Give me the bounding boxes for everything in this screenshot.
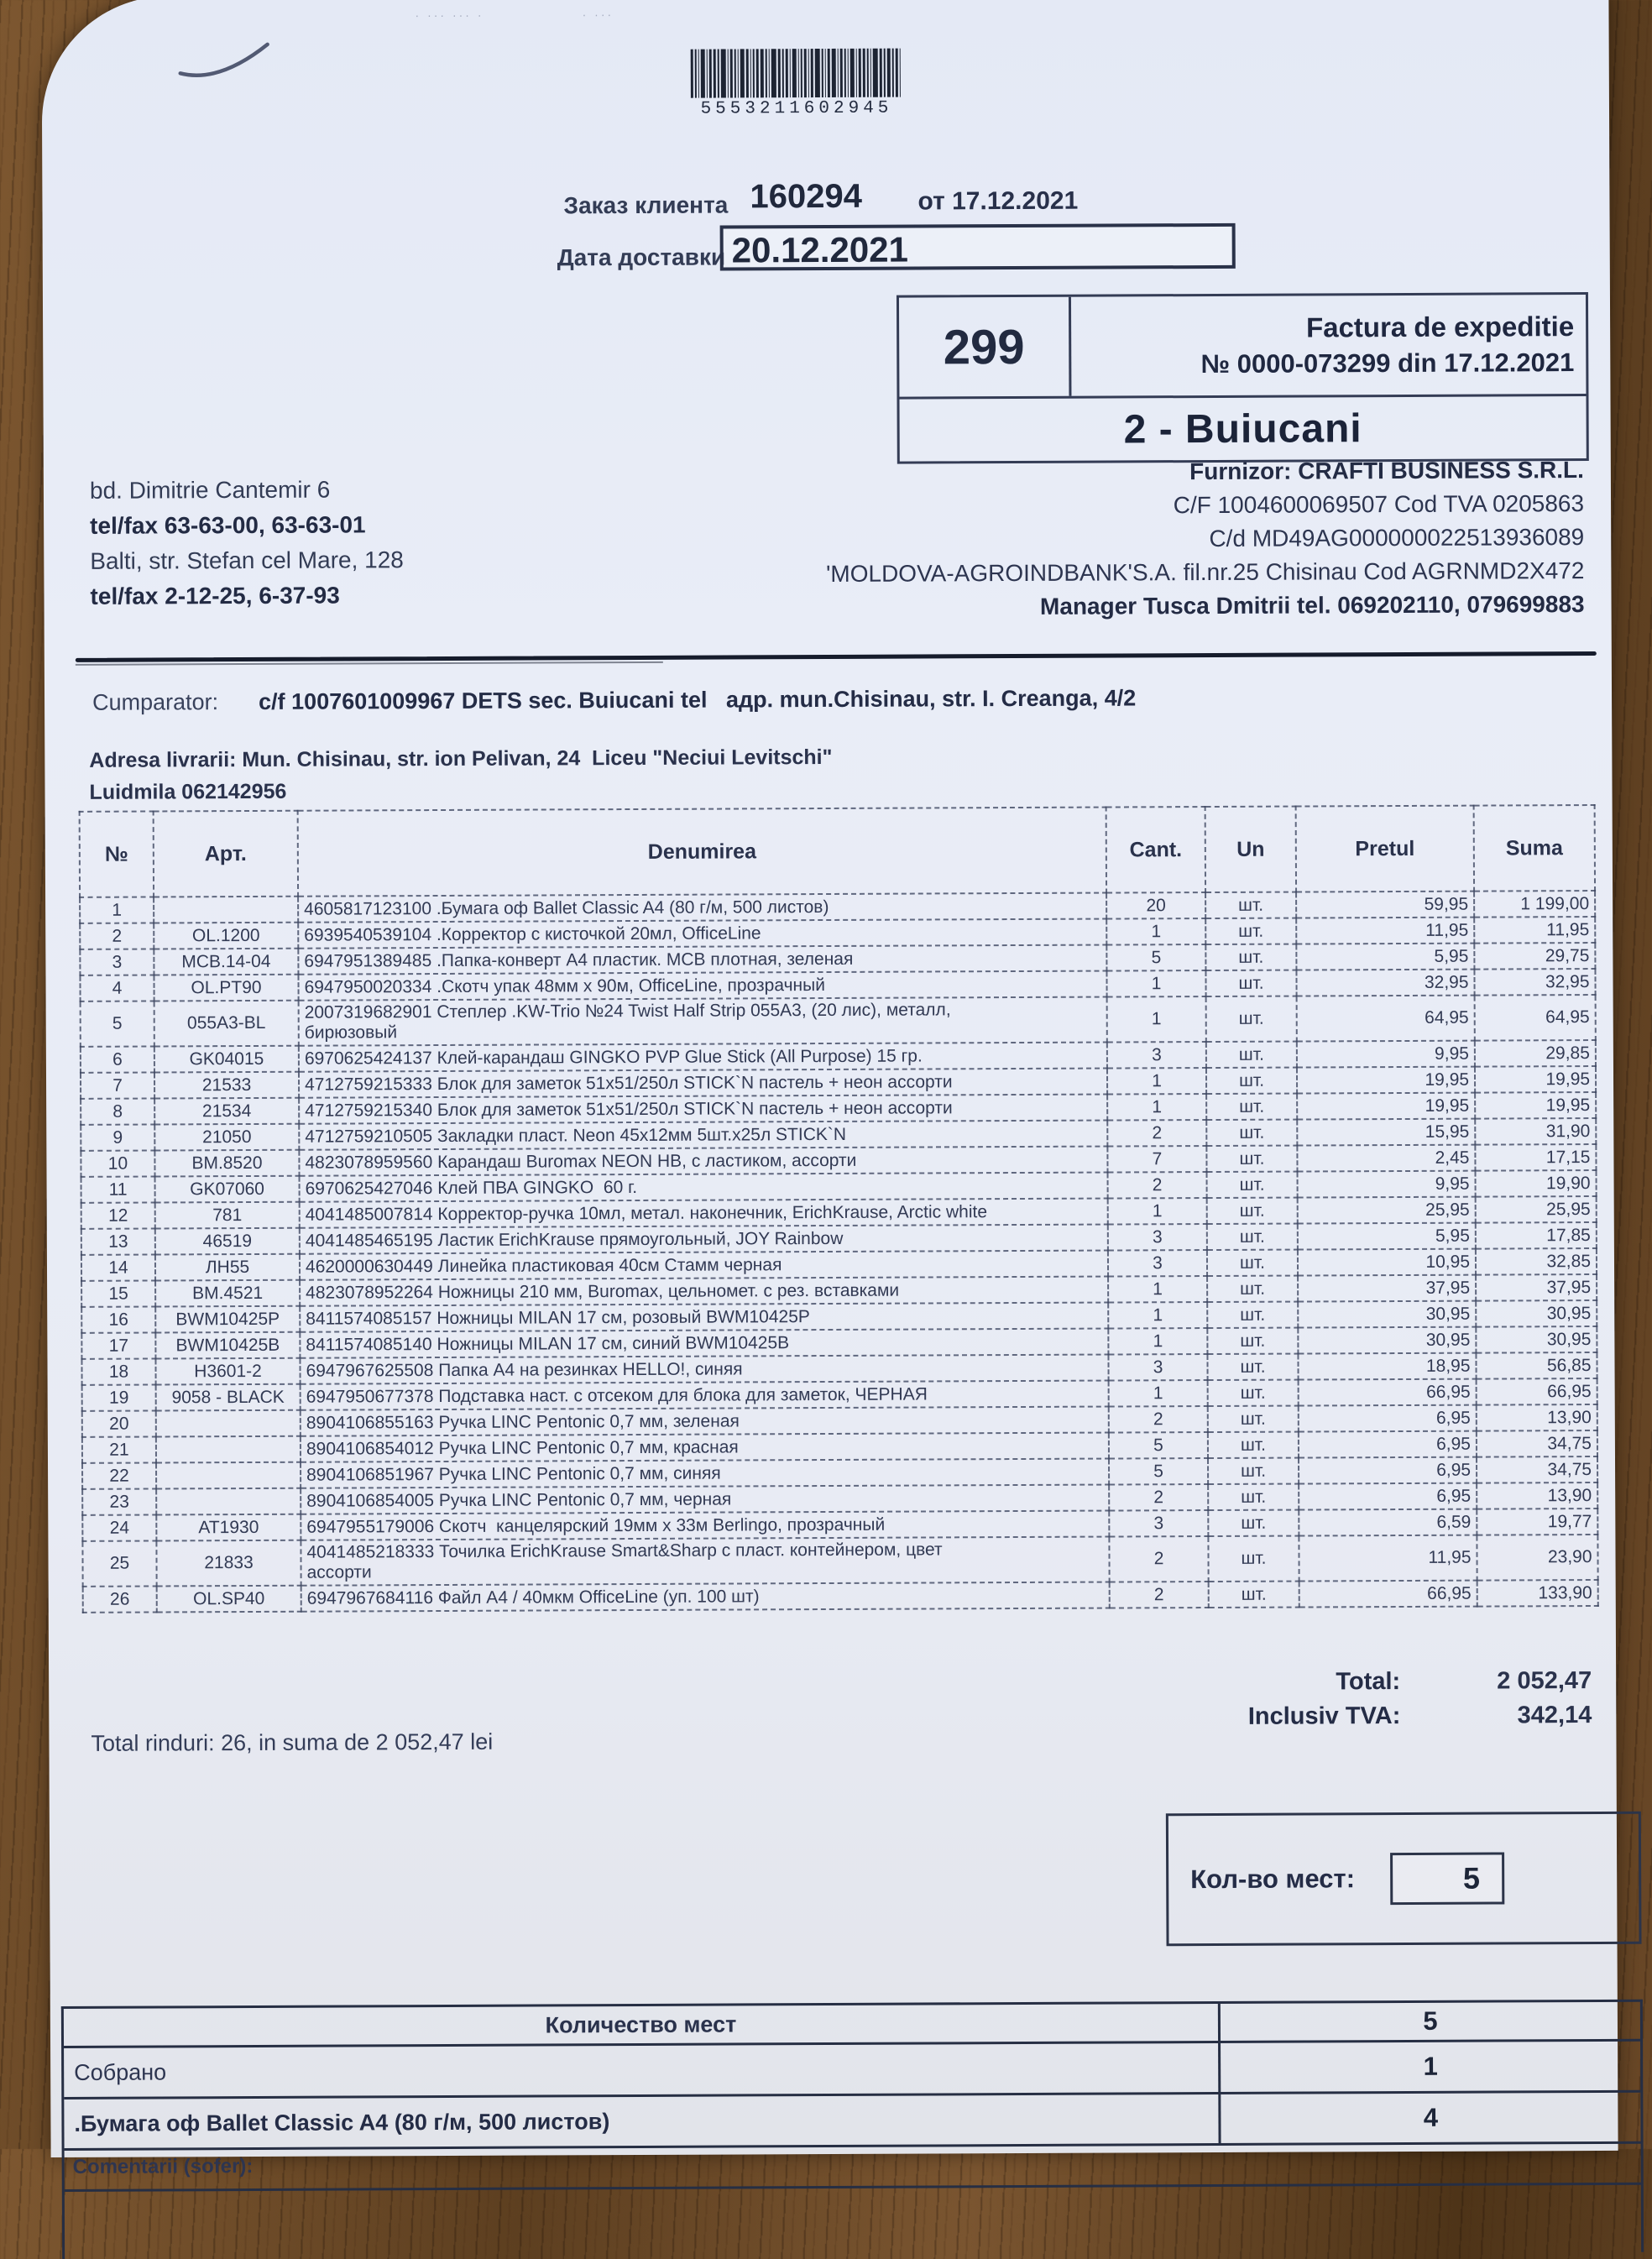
item-suma-cell: 66,95	[1477, 1378, 1597, 1405]
item-cant-cell: 1	[1108, 1328, 1207, 1355]
item-name-cell: 6947967684116 Файл А4 / 40мкм OfficeLine (уп. 100 шт)	[301, 1582, 1110, 1612]
item-pret-cell: 6,95	[1299, 1431, 1477, 1458]
bottom-row-label: Собрано	[64, 2043, 1221, 2097]
item-num-cell: 11	[81, 1176, 155, 1202]
item-art-cell: ЛН55	[155, 1254, 300, 1281]
items-tbody	[80, 891, 1598, 1613]
item-un-cell: шт.	[1209, 1582, 1299, 1608]
item-art-cell: BM.8520	[154, 1150, 299, 1177]
delivery-date-box: 20.12.2021	[720, 223, 1236, 271]
item-art-cell: GK04015	[154, 1046, 299, 1073]
bottom-header-value: 5	[1423, 2005, 1438, 2036]
item-name-cell: 8904106854012 Ручка LINC Pentonic 0,7 мм, красная	[301, 1433, 1109, 1462]
item-art-cell	[156, 1436, 301, 1463]
item-pret-cell: 32,95	[1296, 970, 1474, 996]
item-un-cell: шт.	[1206, 1120, 1297, 1146]
item-name-cell: 8411574085157 Ножницы MILAN 17 см, розовый BWM10425P	[300, 1303, 1108, 1332]
item-num-cell: 18	[81, 1358, 155, 1384]
item-cant-cell: 3	[1109, 1510, 1208, 1537]
item-cant-cell: 1	[1107, 1068, 1206, 1095]
bottom-table-row	[64, 2093, 1640, 2151]
item-num-cell: 19	[82, 1384, 156, 1410]
item-cant-cell: 2	[1110, 1582, 1209, 1608]
item-name-cell: 6947950677378 Подставка наст. с отсеком для блока для заметок, ЧЕРНАЯ	[301, 1381, 1109, 1410]
item-art-cell	[154, 897, 298, 923]
item-cant-cell: 7	[1107, 1146, 1206, 1173]
item-art-cell: 21534	[154, 1098, 299, 1125]
item-num-cell: 24	[82, 1514, 156, 1540]
col-header-art: Арт.	[154, 811, 298, 897]
item-un-cell: шт.	[1206, 1146, 1297, 1172]
item-pret-cell: 66,95	[1299, 1379, 1477, 1406]
col-header-num: №	[80, 811, 154, 897]
item-suma-cell: 30,95	[1476, 1300, 1597, 1327]
item-num-cell: 5	[81, 1001, 154, 1046]
item-cant-cell: 1	[1108, 1302, 1207, 1329]
item-art-cell: BM.4521	[155, 1280, 300, 1307]
item-name-cell: 4823078959560 Карандаш Buromax NEON HB, с ластиком, ассорти	[299, 1147, 1107, 1176]
item-name-cell: 4605817123100 .Бумага оф Ballet Classic A4 (80 г/м, 500 листов)	[298, 893, 1106, 923]
item-name-cell: 6939540539104 .Корректор с кисточкой 20мл, OfficeLine	[298, 919, 1106, 949]
item-art-cell	[156, 1488, 301, 1515]
item-row	[83, 1580, 1598, 1613]
factura-title: Factura de expeditie	[1305, 311, 1575, 343]
item-num-cell: 8	[81, 1098, 154, 1124]
item-num-cell: 17	[81, 1332, 155, 1358]
seller-address-line: tel/fax 63-63-00, 63-63-01	[90, 511, 366, 539]
item-name-cell: 4712759210505 Закладки пласт. Neon 45x12мм 5шт.x25л STICK`N	[299, 1121, 1107, 1150]
item-num-cell: 22	[82, 1462, 156, 1488]
factura-block	[897, 292, 1589, 464]
item-suma-cell: 29,85	[1475, 1040, 1596, 1067]
item-un-cell: шт.	[1208, 1484, 1299, 1510]
item-pret-cell: 9,95	[1297, 1041, 1475, 1068]
item-name-cell: 4712759215333 Блок для заметок 51x51/250л STICK`N пастель + неон ассорти	[299, 1069, 1107, 1098]
item-pret-cell: 11,95	[1296, 918, 1474, 944]
total-row	[842, 1667, 1592, 1698]
item-pret-cell: 37,95	[1298, 1275, 1476, 1302]
item-suma-cell: 32,85	[1476, 1248, 1597, 1275]
bottom-row-label: .Бумага оф Ballet Classic A4 (80 г/м, 500 листов)	[64, 2094, 1221, 2148]
item-cant-cell: 1	[1109, 1380, 1208, 1407]
item-pret-cell: 15,95	[1297, 1119, 1475, 1146]
item-art-cell: H3601-2	[155, 1358, 300, 1385]
item-art-cell	[156, 1410, 301, 1437]
item-pret-cell: 6,59	[1299, 1509, 1477, 1536]
contact-person: Luidmila 062142956	[89, 779, 287, 804]
item-cant-cell: 5	[1106, 944, 1205, 971]
factura-number-line: № 0000-073299 din 17.12.2021	[1200, 348, 1575, 379]
item-un-cell: шт.	[1208, 1536, 1299, 1582]
item-suma-cell: 56,85	[1476, 1352, 1597, 1379]
item-num-cell: 15	[81, 1280, 155, 1306]
item-num-cell: 21	[82, 1436, 156, 1462]
item-num-cell: 4	[80, 975, 154, 1001]
item-suma-cell: 11,95	[1474, 917, 1595, 944]
item-pret-cell: 19,95	[1297, 1067, 1475, 1094]
item-num-cell: 20	[82, 1410, 156, 1436]
item-cant-cell: 1	[1106, 970, 1205, 997]
item-suma-cell: 32,95	[1474, 969, 1595, 996]
item-suma-cell: 19,95	[1475, 1066, 1596, 1093]
item-num-cell: 7	[81, 1072, 154, 1098]
item-suma-cell: 34,75	[1477, 1456, 1597, 1483]
item-un-cell: шт.	[1208, 1458, 1299, 1484]
item-art-cell: 46519	[155, 1228, 300, 1255]
bottom-row-value: 1	[1423, 2051, 1438, 2081]
items-table-wrap	[79, 804, 1599, 1613]
items-header-row	[80, 805, 1595, 897]
item-pret-cell: 64,95	[1297, 996, 1475, 1042]
cumparator-line	[92, 685, 1136, 715]
item-pret-cell: 5,95	[1298, 1223, 1476, 1250]
item-pret-cell: 66,95	[1299, 1581, 1477, 1608]
item-pret-cell: 59,95	[1296, 892, 1474, 918]
factura-sector: 2 - Buiucani	[1123, 405, 1362, 452]
tva-value: 342,14	[1517, 1702, 1592, 1729]
item-num-cell: 1	[80, 897, 154, 923]
item-pret-cell: 30,95	[1298, 1301, 1476, 1328]
item-art-cell: OL.PT90	[154, 975, 298, 1001]
delivery-address-line: Adresa livrarii: Mun. Chisinau, str. ion Pelivan, 24 Liceu "Neciui Levitschi"	[89, 745, 833, 772]
item-cant-cell: 20	[1106, 892, 1205, 919]
furnizor-line: C/F 1004600069507 Cod TVA 0205863	[1173, 490, 1585, 519]
item-name-cell: 2007319682901 Степлер .KW-Trio №24 Twist Half Strip 055A3, (20 лис), металл, бирюзовый	[299, 997, 1107, 1046]
item-suma-cell: 13,90	[1477, 1404, 1597, 1431]
section-divider	[76, 651, 1597, 662]
cumparator-label: Cumparator:	[91, 689, 219, 715]
pen-mark	[0, 3, 332, 105]
seller-address-line: bd. Dimitrie Cantemir 6	[89, 476, 331, 504]
item-num-cell: 12	[81, 1202, 155, 1228]
item-un-cell: шт.	[1206, 1068, 1297, 1094]
item-num-cell: 2	[80, 923, 154, 949]
item-cant-cell: 3	[1107, 1042, 1206, 1069]
item-cant-cell: 2	[1107, 1120, 1206, 1147]
item-un-cell: шт.	[1208, 1406, 1299, 1432]
item-un-cell: шт.	[1206, 1042, 1297, 1068]
item-art-cell: 21533	[154, 1072, 299, 1099]
item-name-cell: 4620000630449 Линейка пластиковая 40см Стамм черная	[300, 1251, 1108, 1280]
places-label: Кол-во мест:	[1190, 1864, 1356, 1895]
item-suma-cell: 17,15	[1475, 1144, 1596, 1171]
item-cant-cell: 5	[1109, 1458, 1208, 1485]
comment-label: Comentarii (sofer):	[72, 2154, 254, 2178]
item-pret-cell: 5,95	[1296, 944, 1474, 970]
tva-label: Inclusiv TVA:	[1247, 1702, 1401, 1730]
item-art-cell: 9058 - BLACK	[156, 1384, 301, 1411]
item-num-cell: 13	[81, 1228, 155, 1254]
item-name-cell: 6947967625508 Папка А4 на резинках HELLO!, синяя	[300, 1355, 1108, 1384]
item-name-cell: 4041485465195 Ластик ErichKrause прямоугольный, JOY Rainbow	[300, 1225, 1108, 1254]
factura-header-row	[899, 295, 1587, 400]
item-pret-cell: 2,45	[1297, 1145, 1475, 1172]
item-suma-cell: 34,75	[1477, 1430, 1597, 1457]
item-pret-cell: 10,95	[1298, 1249, 1476, 1276]
top-perforation-marks: · ··· ··· · · ···	[415, 8, 614, 23]
item-num-cell: 9	[81, 1124, 154, 1150]
bottom-table-row	[64, 2042, 1640, 2100]
item-art-cell: BWM10425B	[155, 1332, 300, 1359]
col-header-suma: Suma	[1474, 805, 1595, 892]
item-un-cell: шт.	[1205, 918, 1296, 944]
item-cant-cell: 1	[1107, 1094, 1206, 1121]
item-suma-cell: 19,77	[1477, 1509, 1597, 1535]
item-name-cell: 8904106854005 Ручка LINC Pentonic 0,7 мм, черная	[301, 1485, 1109, 1514]
tva-row	[842, 1702, 1592, 1733]
item-num-cell: 23	[82, 1488, 156, 1514]
item-pret-cell: 6,95	[1299, 1457, 1477, 1484]
item-cant-cell: 1	[1107, 996, 1206, 1043]
cumparator-value: c/f 1007601009967 DETS sec. Buiucani tel адр. mun.Chisinau, str. I. Creanga, 4/2	[259, 685, 1137, 714]
item-cant-cell: 2	[1109, 1484, 1208, 1511]
seller-address-block	[90, 472, 404, 614]
total-label: Total:	[1336, 1668, 1401, 1696]
item-row	[82, 1535, 1597, 1587]
factura-title-cell	[1071, 295, 1587, 396]
bottom-row-value: 4	[1423, 2102, 1439, 2132]
item-pret-cell: 19,95	[1297, 1093, 1475, 1120]
item-suma-cell: 31,90	[1475, 1118, 1596, 1145]
item-name-cell: 4823078952264 Ножницы 210 мм, Buromax, цельномет. с рез. вставками	[300, 1277, 1108, 1306]
delivery-date-label: Дата доставки	[557, 243, 726, 271]
item-un-cell: шт.	[1207, 1302, 1298, 1328]
items-table	[79, 804, 1599, 1613]
item-pret-cell: 6,95	[1299, 1405, 1477, 1432]
item-art-cell: 055A3-BL	[154, 1001, 299, 1047]
barcode-digits: 5553211602945	[700, 98, 893, 119]
item-name-cell: 6947955179006 Скотч канцелярский 19мм x 33м Berlingo, прозрачный	[301, 1511, 1109, 1540]
col-header-cant: Cant.	[1106, 807, 1205, 893]
item-un-cell: шт.	[1205, 970, 1296, 996]
item-suma-cell: 30,95	[1476, 1326, 1597, 1353]
seller-address-line: tel/fax 2-12-25, 6-37-93	[90, 582, 340, 609]
item-cant-cell: 2	[1109, 1536, 1208, 1582]
total-value: 2 052,47	[1497, 1667, 1592, 1695]
item-name-cell: 4041485218333 Точилка ErichKrause Smart&Sharp с пласт. контейнером, цвет ассорти	[301, 1537, 1109, 1586]
item-suma-cell: 37,95	[1476, 1274, 1597, 1301]
item-pret-cell: 18,95	[1298, 1353, 1476, 1380]
item-art-cell: OL.1200	[154, 923, 298, 949]
item-un-cell: шт.	[1207, 1250, 1298, 1276]
item-cant-cell: 1	[1108, 1198, 1207, 1225]
comment-empty-box	[65, 2185, 1641, 2259]
item-un-cell: шт.	[1205, 944, 1296, 970]
furnizor-line: C/d MD49AG000000022513936089	[1209, 524, 1585, 552]
item-un-cell: шт.	[1206, 996, 1297, 1042]
item-pret-cell: 30,95	[1298, 1327, 1476, 1354]
item-suma-cell: 23,90	[1477, 1535, 1597, 1581]
item-suma-cell: 133,90	[1477, 1580, 1598, 1607]
item-un-cell: шт.	[1205, 892, 1296, 918]
item-art-cell: 21050	[154, 1124, 299, 1151]
item-suma-cell: 25,95	[1476, 1196, 1597, 1223]
item-name-cell: 6947950020334 .Скотч упак 48мм x 90м, OfficeLine, прозрачный	[298, 971, 1106, 1001]
item-suma-cell: 29,75	[1474, 943, 1595, 970]
col-header-pretul: Pretul	[1296, 806, 1474, 892]
item-cant-cell: 3	[1108, 1224, 1207, 1251]
item-num-cell: 3	[80, 949, 154, 975]
places-value-box: 5	[1390, 1852, 1504, 1905]
item-num-cell: 16	[81, 1306, 155, 1332]
comment-row	[65, 2144, 1641, 2192]
seller-address-line: Balti, str. Stefan cel Mare, 128	[90, 546, 404, 574]
item-cant-cell: 1	[1108, 1276, 1207, 1303]
item-name-cell: 8904106855163 Ручка LINC Pentonic 0,7 мм, зеленая	[301, 1407, 1109, 1436]
item-suma-cell: 1 199,00	[1474, 891, 1595, 918]
item-num-cell: 6	[81, 1046, 154, 1072]
item-art-cell: OL.SP40	[157, 1586, 301, 1613]
item-num-cell: 14	[81, 1254, 155, 1280]
item-un-cell: шт.	[1208, 1432, 1299, 1458]
order-number: 160294	[750, 177, 863, 216]
bottom-header-row	[64, 2002, 1640, 2048]
barcode-bars	[691, 49, 902, 98]
item-num-cell: 10	[81, 1150, 154, 1176]
item-art-cell	[156, 1462, 301, 1489]
item-un-cell: шт.	[1208, 1510, 1299, 1536]
item-pret-cell: 25,95	[1298, 1197, 1476, 1224]
item-art-cell: BWM10425P	[155, 1306, 300, 1333]
item-art-cell: GK07060	[155, 1176, 300, 1203]
item-name-cell: 8904106851967 Ручка LINC Pentonic 0,7 мм, синяя	[301, 1459, 1109, 1488]
item-un-cell: шт.	[1207, 1224, 1298, 1250]
item-suma-cell: 17,85	[1476, 1222, 1597, 1249]
furnizor-line: 'MOLDOVA-AGROINDBANK'S.A. fil.nr.25 Chisinau Cod AGRNMD2X472	[825, 557, 1585, 587]
item-name-cell: 8411574085140 Ножницы MILAN 17 см, синий BWM10425B	[300, 1329, 1108, 1358]
item-name-cell: 4041485007814 Корректор-ручка 10мл, метал. наконечник, ErichKrause, Arctic white	[300, 1199, 1108, 1228]
item-un-cell: шт.	[1207, 1354, 1298, 1380]
item-suma-cell: 13,90	[1477, 1482, 1597, 1509]
item-cant-cell: 2	[1109, 1406, 1208, 1433]
item-cant-cell: 3	[1108, 1250, 1207, 1277]
item-un-cell: шт.	[1207, 1276, 1298, 1302]
barcode	[691, 49, 902, 119]
furnizor-block	[468, 453, 1585, 626]
item-name-cell: 6970625424137 Клей-карандаш GINGKO PVP Glue Stick (All Purpose) 15 гр.	[299, 1043, 1107, 1072]
item-cant-cell: 2	[1108, 1172, 1207, 1199]
item-un-cell: шт.	[1207, 1172, 1298, 1198]
item-num-cell: 25	[82, 1540, 156, 1586]
item-num-cell: 26	[83, 1586, 157, 1612]
item-row	[81, 995, 1596, 1047]
totals-block	[842, 1667, 1592, 1739]
item-pret-cell: 9,95	[1298, 1171, 1476, 1198]
item-un-cell: шт.	[1206, 1094, 1297, 1120]
col-header-denumirea: Denumirea	[298, 808, 1106, 897]
order-date: от 17.12.2021	[917, 186, 1079, 216]
item-un-cell: шт.	[1208, 1380, 1299, 1406]
places-box	[1166, 1812, 1642, 1946]
item-pret-cell: 6,95	[1299, 1483, 1477, 1510]
factura-big-number: 299	[899, 297, 1072, 397]
item-un-cell: шт.	[1207, 1198, 1298, 1224]
item-name-cell: 6970625427046 Клей ПВА GINGKO 60 г.	[300, 1173, 1108, 1202]
item-cant-cell: 3	[1108, 1354, 1207, 1381]
item-art-cell: MCB.14-04	[154, 949, 298, 975]
furnizor-line: Manager Tusca Dmitrii tel. 069202110, 079699883	[1039, 591, 1585, 620]
bottom-header-label: Количество мест	[64, 2004, 1221, 2046]
item-cant-cell: 1	[1106, 918, 1205, 945]
item-name-cell: 4712759215340 Блок для заметок 51x51/250л STICK`N пастель + неон ассорти	[299, 1095, 1107, 1124]
summary-line: Total rinduri: 26, in suma de 2 052,47 lei	[91, 1728, 494, 1756]
item-name-cell: 6947951389485 .Папка-конверт А4 пластик. MCB плотная, зеленая	[298, 945, 1106, 975]
section-divider-shadow	[76, 661, 663, 666]
item-art-cell: 781	[155, 1202, 300, 1229]
item-suma-cell: 19,95	[1475, 1092, 1596, 1119]
item-art-cell: 21833	[156, 1540, 301, 1587]
item-un-cell: шт.	[1207, 1328, 1298, 1354]
item-cant-cell: 5	[1109, 1432, 1208, 1459]
item-suma-cell: 19,90	[1476, 1170, 1597, 1197]
item-art-cell: AT1930	[156, 1514, 301, 1541]
furnizor-line: Furnizor: CRAFTI BUSINESS S.R.L.	[1189, 457, 1584, 485]
item-suma-cell: 64,95	[1475, 995, 1596, 1041]
order-label: Заказ клиента	[563, 191, 729, 219]
bottom-table	[61, 2000, 1644, 2259]
item-pret-cell: 11,95	[1299, 1535, 1477, 1582]
col-header-un: Un	[1205, 807, 1296, 892]
